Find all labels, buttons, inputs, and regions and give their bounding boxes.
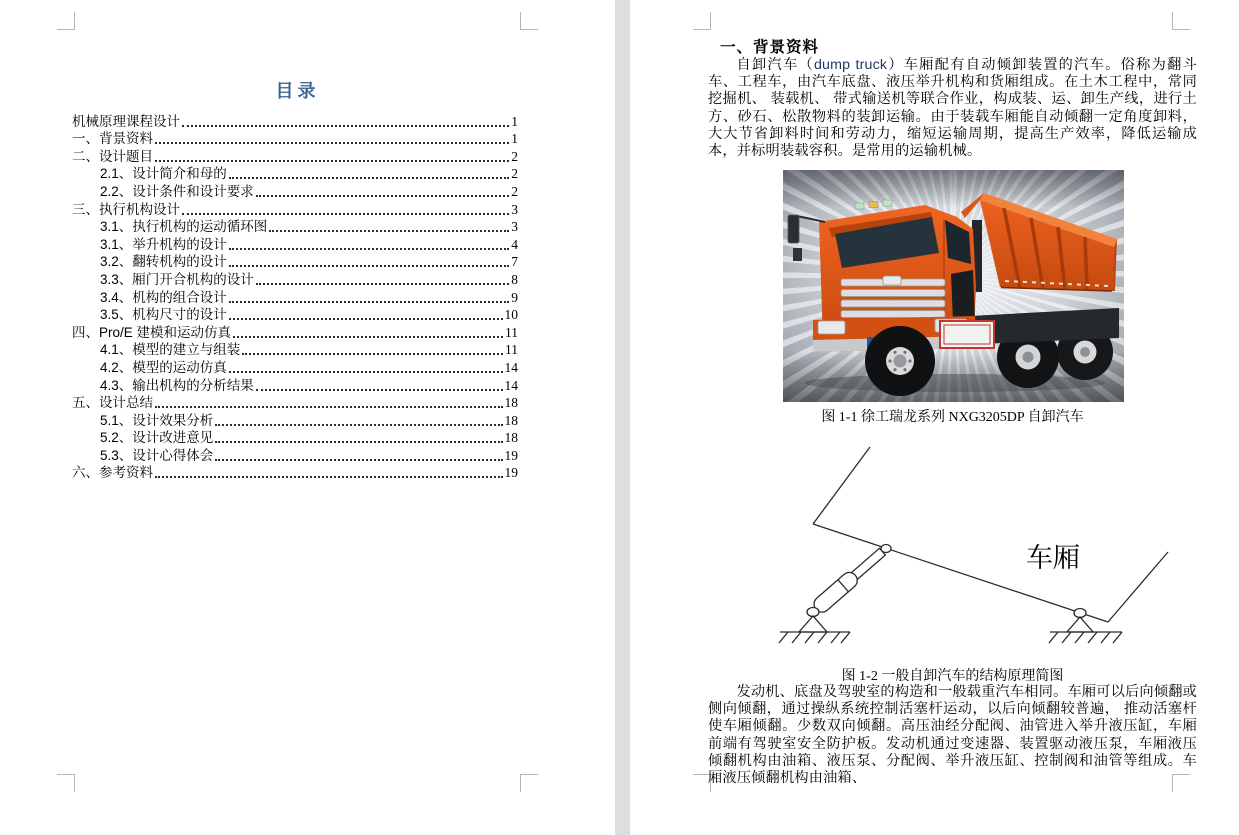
toc-entry-page-number: 18 <box>504 395 518 411</box>
toc-entry-page-number: 10 <box>504 307 518 323</box>
toc-entry-label: 5.1、设计效果分析 <box>100 412 214 428</box>
toc-entry-page-number: 19 <box>504 447 518 463</box>
toc-entry-label: 五、设计总结 <box>72 395 153 411</box>
toc-dot-leader <box>229 371 503 373</box>
toc-dot-leader <box>229 301 509 303</box>
toc-dot-leader <box>229 318 503 320</box>
margin-crop-mark <box>57 12 75 30</box>
term-dump-truck: dump truck <box>813 57 888 73</box>
dump-bed <box>961 193 1117 291</box>
toc-entry-label: 3.1、执行机构的运动循环图 <box>100 219 268 235</box>
toc-entry-label: 3.1、举升机构的设计 <box>100 236 227 252</box>
diagram-label: 车厢 <box>1026 543 1080 573</box>
toc-entry-label: 5.2、设计改进意见 <box>100 430 214 446</box>
toc-entry-page-number: 2 <box>511 183 518 199</box>
toc-dot-leader <box>229 248 509 250</box>
toc-entry-page-number: 14 <box>504 359 518 375</box>
toc-entry-label: 机械原理课程设计 <box>72 113 180 129</box>
margin-crop-mark <box>520 774 538 792</box>
toc-entry-label: 3.3、厢门开合机构的设计 <box>100 271 254 287</box>
figure2-caption: 图 1-2 一般自卸汽车的结构原理简图 <box>841 669 1064 684</box>
toc-entry-page-number: 4 <box>511 236 518 252</box>
toc-entry-label: 六、参考资料 <box>72 465 153 481</box>
toc-entry-label: 2.1、设计简介和母的 <box>100 166 227 182</box>
toc-entry-label: 3.2、翻转机构的设计 <box>100 254 227 270</box>
toc-dot-leader <box>256 389 503 391</box>
toc-entry-page-number: 19 <box>504 465 518 481</box>
toc-dot-leader <box>155 476 503 478</box>
toc-entry-page-number: 1 <box>511 131 518 147</box>
toc-entry-page-number: 1 <box>511 113 518 129</box>
margin-crop-mark <box>1172 12 1190 30</box>
toc-entry-label: 4.3、输出机构的分析结果 <box>100 377 254 393</box>
toc-dot-leader <box>182 125 509 127</box>
front-wheel <box>865 326 935 396</box>
body-paragraph-1 <box>708 57 1197 160</box>
toc-entry-page-number: 9 <box>511 289 518 305</box>
toc-dot-leader <box>215 441 502 443</box>
toc-dot-leader <box>215 459 502 461</box>
toc-entry-page-number: 14 <box>504 377 518 393</box>
toc-entry-page-number: 18 <box>504 430 518 446</box>
toc-entry-label: 四、Pro/E 建模和运动仿真 <box>72 324 232 340</box>
toc-dot-leader <box>215 424 502 426</box>
toc-dot-leader <box>229 265 509 267</box>
toc-dot-leader <box>233 336 503 338</box>
toc-entry-page-number: 7 <box>511 254 518 270</box>
toc-list <box>72 112 518 481</box>
toc-dot-leader <box>269 230 509 232</box>
hydraulic-cylinder <box>811 546 888 616</box>
toc-dot-leader <box>242 353 503 355</box>
toc-dot-leader <box>229 177 509 179</box>
paragraph-text: 自卸汽车（ <box>736 57 814 73</box>
toc-entry-label: 4.2、模型的运动仿真 <box>100 359 227 375</box>
paragraph-text: ）车厢配有自动倾卸装置的汽车。俗称为翻斗车、工程车，由汽车底盘、液压举升机构和货厢组成。在土木工程中，常同挖掘机、 装载机、 带式输送机等联合作业，构成装、运、卸生产线，进行土方、砂石、松散物料的装卸运输。由于装载车厢能自动倾翻一定角度卸料，大大节省卸料时间和劳动力，缩短运输周期，提高生产效率，降低运输成本，并标明装载容积。是常用的运输机械。 <box>708 57 1197 160</box>
mechanism-diagram <box>700 434 1190 662</box>
toc-dot-leader <box>155 142 509 144</box>
toc-entry[interactable] <box>72 464 518 482</box>
toc-entry-page-number: 18 <box>504 412 518 428</box>
body-paragraph-2: 发动机、底盘及驾驶室的构造和一般载重汽车相同。车厢可以后向倾翻或侧向倾翻，通过操纵系统控制活塞杆运动，以后向倾翻较普遍， 推动活塞杆使车厢倾翻。少数双向倾翻。高压油经分配阀、油管进入举升液压缸，车厢前端有驾驶室安全防护板。发动机通过变速器、装置驱动液压泵，车厢液压倾翻机构由油箱、液压泵、分配阀、举升液压缸、控制阀和油管等组成。车厢液压倾翻机构由油箱、 <box>708 684 1197 787</box>
margin-crop-mark <box>520 12 538 30</box>
toc-title: 目录 <box>275 81 320 101</box>
toc-entry-page-number: 11 <box>505 342 518 358</box>
toc-entry-label: 3.4、机构的组合设计 <box>100 289 227 305</box>
toc-entry-label: 三、执行机构设计 <box>72 201 180 217</box>
margin-crop-mark <box>693 12 711 30</box>
content-page <box>630 0 1239 835</box>
toc-entry-label: 一、背景资料 <box>72 131 153 147</box>
toc-entry-page-number: 11 <box>505 324 518 340</box>
truck-photo <box>783 170 1124 402</box>
section-heading: 一、背景资料 <box>720 39 820 56</box>
toc-entry-page-number: 3 <box>511 219 518 235</box>
toc-entry-label: 2.2、设计条件和设计要求 <box>100 183 254 199</box>
toc-entry-label: 二、设计题目 <box>72 148 153 164</box>
toc-entry-label: 5.3、设计心得体会 <box>100 447 214 463</box>
toc-entry-page-number: 2 <box>511 148 518 164</box>
truck-illustration <box>783 170 1124 402</box>
toc-entry-label: 4.1、模型的建立与组装 <box>100 342 241 358</box>
toc-entry-page-number: 8 <box>511 271 518 287</box>
toc-page <box>0 0 615 835</box>
toc-dot-leader <box>256 283 509 285</box>
toc-entry-page-number: 2 <box>511 166 518 182</box>
margin-crop-mark <box>57 774 75 792</box>
figure1-caption: 图 1-1 徐工瑞龙系列 NXG3205DP 自卸汽车 <box>821 410 1084 425</box>
toc-entry-page-number: 3 <box>511 201 518 217</box>
toc-entry-label: 3.5、机构尺寸的设计 <box>100 307 227 323</box>
hinge-joint <box>881 545 891 553</box>
toc-dot-leader <box>256 195 509 197</box>
